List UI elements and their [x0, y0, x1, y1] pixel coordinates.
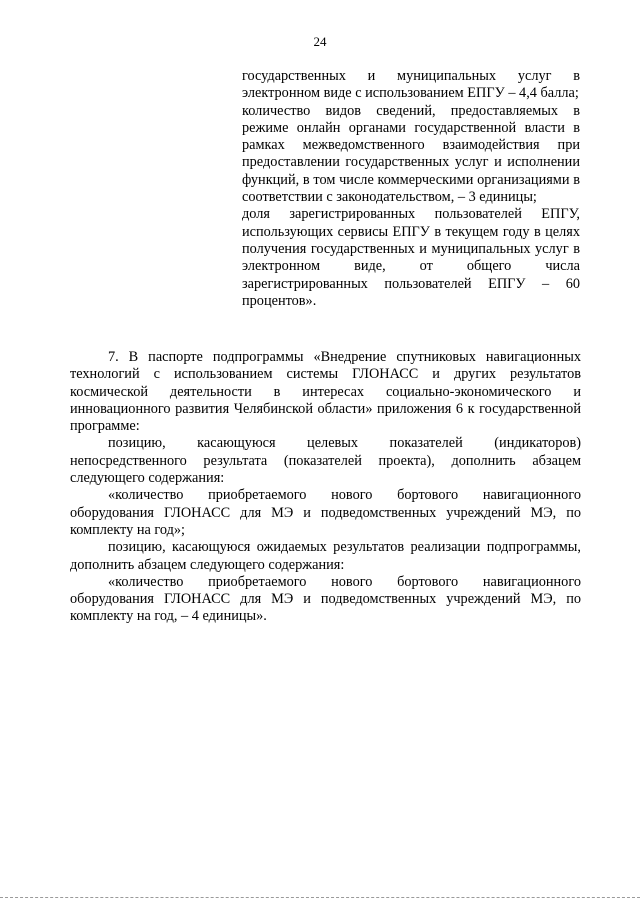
- document-body: [70, 349, 581, 626]
- indicator-item: количество видов сведений, предоставляемых в режиме онлайн органами государственной власти в рамках межведомственного взаимодействия при предоставлении государственных услуг и исполнении функций, в том числе коммерческими организациями в соответствии с законодательством, – 3 единицы;: [242, 102, 580, 206]
- body-paragraph: «количество приобретаемого нового бортового навигационного оборудования ГЛОНАСС для МЭ и подведомственных учреждений МЭ, по комплекту на год, – 4 единицы».: [70, 573, 581, 625]
- indicator-item: государственных и муниципальных услуг в электронном виде с использованием ЕПГУ – 4,4 балла;: [242, 68, 580, 102]
- body-paragraph: позицию, касающуюся ожидаемых результатов реализации подпрограммы, дополнить абзацем следующего содержания:: [70, 539, 581, 573]
- indicator-item: доля зарегистрированных пользователей ЕПГУ, использующих сервисы ЕПГУ в текущем году в целях получения государственных и муниципальных услуг в электронном виде, от общего числа зарегистрированных пользователей ЕПГУ – 60 процентов».: [242, 206, 580, 309]
- body-paragraph: «количество приобретаемого нового бортового навигационного оборудования ГЛОНАСС для МЭ и подведомственных учреждений МЭ, по комплекту на год»;: [70, 487, 581, 538]
- indicator-values-column: [242, 68, 580, 310]
- page-bottom-rule: [0, 897, 640, 898]
- body-paragraph: 7. В паспорте подпрограммы «Внедрение спутниковых навигационных технологий с использованием системы ГЛОНАСС и других результатов космической деятельности в интересах социально-экономического и инновационного развития Челябинской области» приложения 6 к государственной программе:: [70, 349, 581, 435]
- page-number: 24: [313, 34, 327, 49]
- body-paragraph: позицию, касающуюся целевых показателей (индикаторов) непосредственного результата (показателей проекта), дополнить абзацем следующего содержания:: [70, 435, 581, 487]
